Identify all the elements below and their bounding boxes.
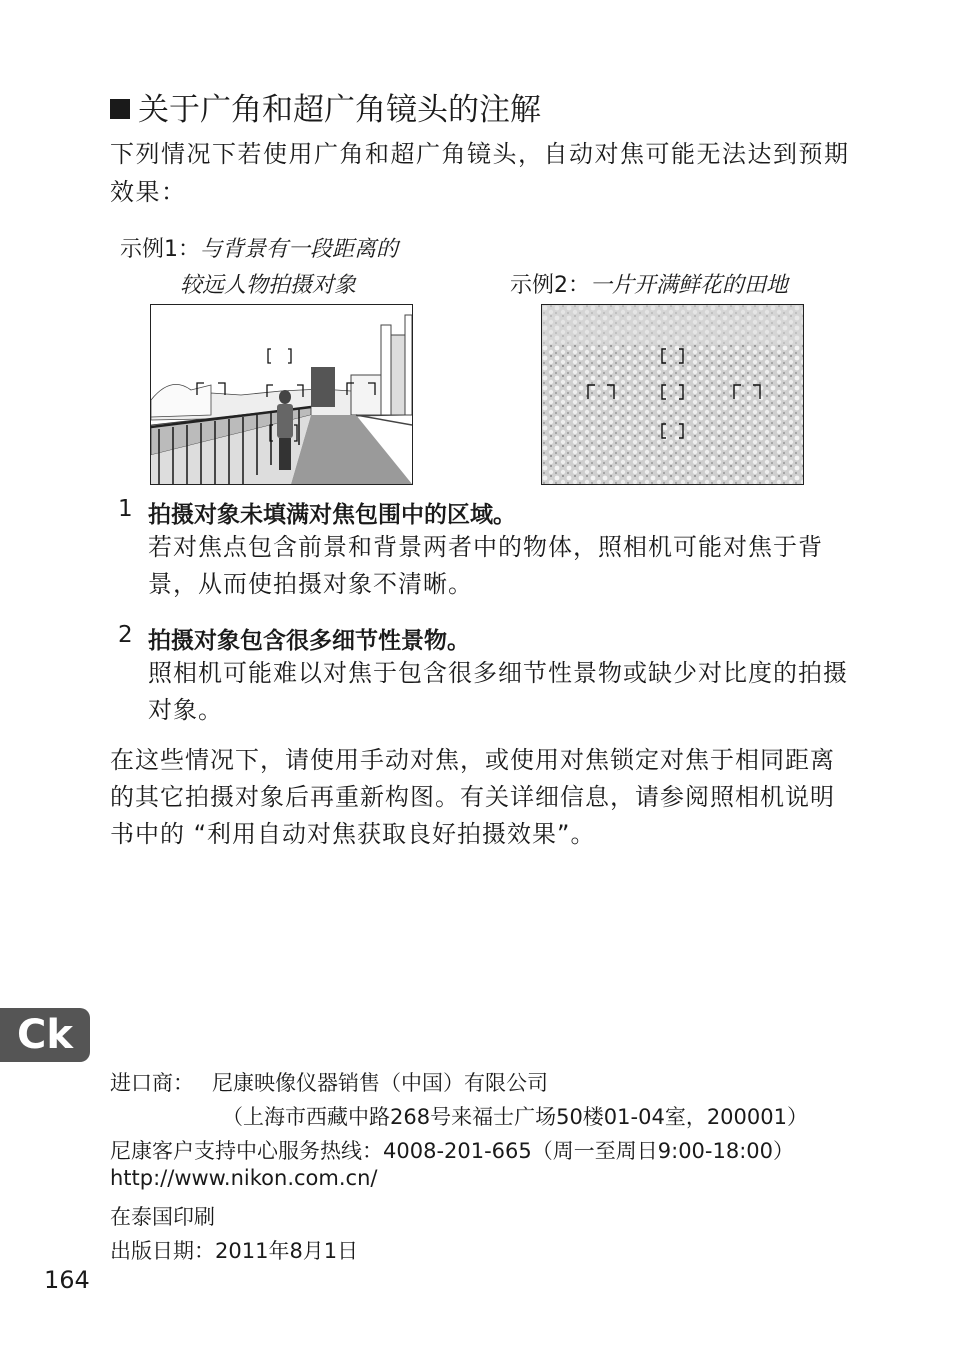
closing-paragraph: 在这些情况下，请使用手动对焦，或使用对焦锁定对焦于相同距离的其它拍摄对象后再重新构图。有关详细信息，请参阅照相机说明书中的 “利用自动对焦获取良好拍摄效果”。 — [110, 746, 835, 848]
list-number: 1 — [118, 496, 133, 522]
list-item — [118, 622, 848, 732]
example1-caption-line2: 较远人物拍摄对象 — [180, 273, 357, 298]
list-body: 若对焦点包含前景和背景两者中的物体，照相机可能对焦于背景，从而使拍摄对象不清晰。 — [148, 533, 823, 598]
importer-address: （上海市西藏中路268号来福士广场50楼01-04室，200001） — [222, 1105, 808, 1129]
example1-illustration — [150, 304, 413, 485]
example1-caption — [120, 232, 398, 263]
language-tab: Ck — [0, 1008, 90, 1062]
list-heading: 拍摄对象未填满对焦包围中的区域。 — [148, 502, 516, 528]
square-bullet-icon — [110, 99, 130, 119]
section-title-text: 关于广角和超广角镜头的注解 — [138, 92, 541, 128]
support-hotline: 尼康客户支持中心服务热线：4008-201-665（周一至周日9:00-18:00） — [110, 1139, 795, 1163]
importer-label: 进口商： — [110, 1071, 194, 1095]
intro-paragraph: 下列情况下若使用广角和超广角镜头，自动对焦可能无法达到预期效果： — [110, 140, 850, 206]
list-heading: 拍摄对象包含很多细节性景物。 — [148, 628, 470, 654]
flower-field-image — [542, 305, 803, 484]
list-number: 2 — [118, 622, 133, 648]
list-item — [118, 496, 848, 606]
example2-caption — [510, 268, 788, 299]
section-title — [110, 84, 541, 129]
example1-label: 示例1： — [120, 237, 200, 262]
example1-caption-line1: 与背景有一段距离的 — [200, 237, 399, 262]
example2-caption-text: 一片开满鲜花的田地 — [590, 273, 789, 298]
printed-in: 在泰国印刷 — [110, 1205, 215, 1229]
page-number: 164 — [44, 1266, 90, 1294]
website-url: http://www.nikon.com.cn/ — [110, 1166, 378, 1190]
importer-line — [110, 1067, 548, 1097]
street-scene-image — [151, 305, 412, 484]
list-body: 照相机可能难以对焦于包含很多细节性景物或缺少对比度的拍摄对象。 — [148, 659, 848, 724]
example2-illustration — [541, 304, 804, 485]
publication-date: 出版日期：2011年8月1日 — [110, 1239, 359, 1263]
importer-name: 尼康映像仪器销售（中国）有限公司 — [212, 1071, 548, 1095]
example2-label: 示例2： — [510, 273, 590, 298]
